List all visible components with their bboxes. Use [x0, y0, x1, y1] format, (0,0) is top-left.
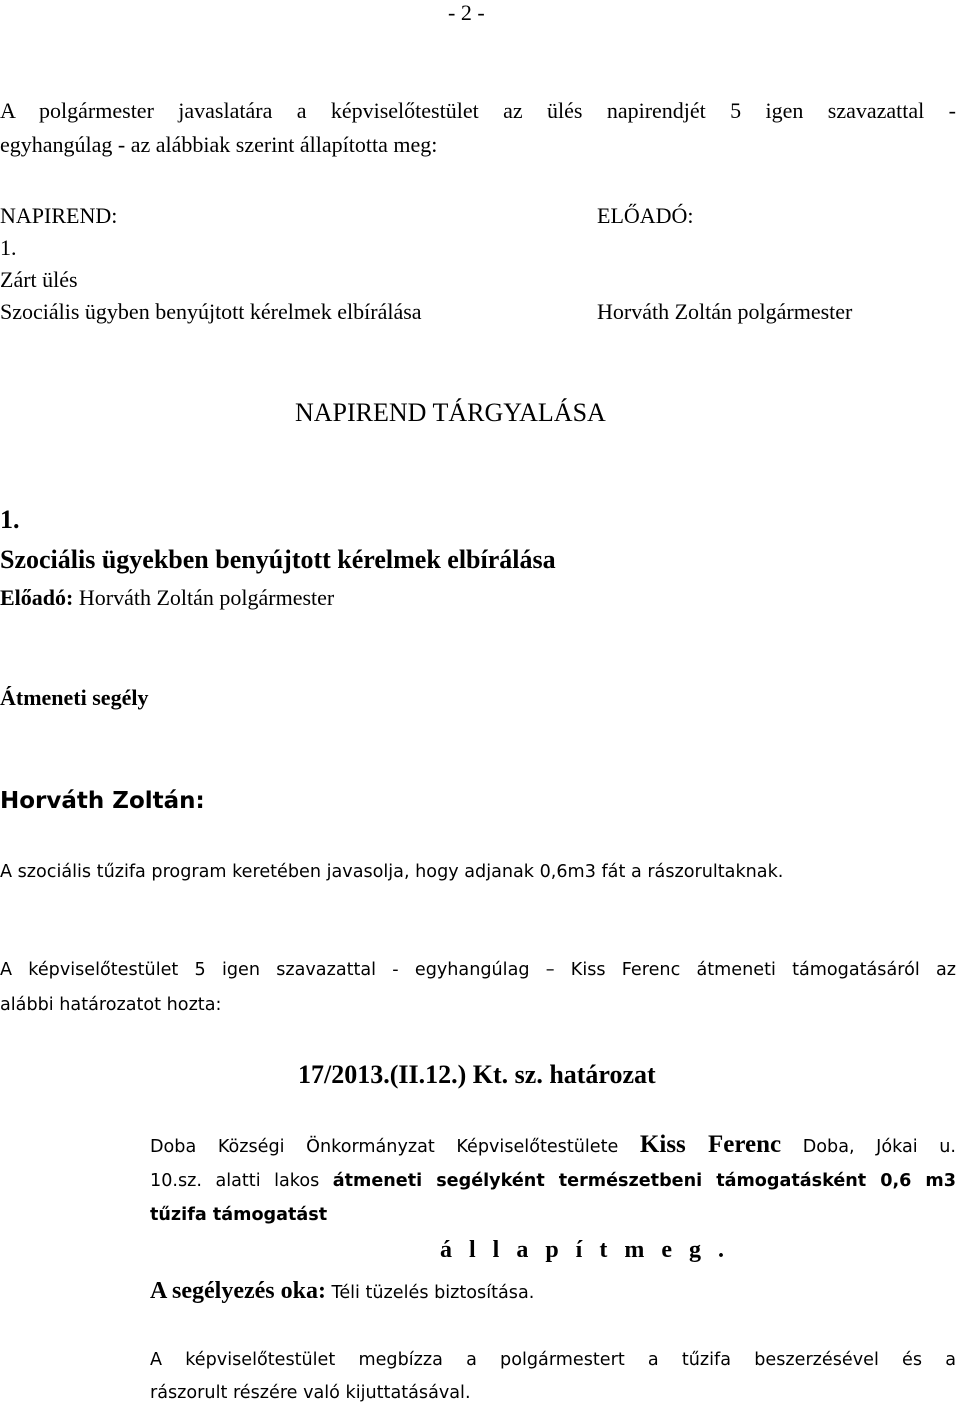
item-title: Szociális ügyekben benyújtott kérelmek elbírálása [0, 545, 556, 574]
speaker-statement: A szociális tűzifa program keretében javasolja, hogy adjanak 0,6m3 fát a rászorultaknak. [0, 862, 784, 882]
section-heading: NAPIREND TÁRGYALÁSA [295, 398, 606, 427]
item-presenter-line [0, 585, 334, 611]
resolution-body-1c: Doba, Jókai u. [781, 1137, 956, 1157]
agenda-label: NAPIREND: [0, 203, 118, 228]
resolution-body-2b: átmeneti segélyként természetbeni támogatásként 0,6 m3 [332, 1171, 956, 1191]
vote-line-2: alábbi határozatot hozta: [0, 995, 222, 1015]
page-number: - 2 - [448, 0, 485, 25]
presenter-column-label: ELŐADÓ: [597, 203, 694, 228]
agenda-item-status: Zárt ülés [0, 267, 78, 292]
speaker-name: Horváth Zoltán: [0, 788, 205, 814]
vote-line-1: A képviselőtestület 5 igen szavazattal - egyhangúlag – Kiss Ferenc átmeneti támogatásáról az [0, 960, 956, 980]
agenda-item-title: Szociális ügyben benyújtott kérelmek elbírálása [0, 299, 422, 324]
intro-line-2: egyhangúlag - az alábbiak szerint állapította meg: [0, 132, 438, 157]
item-presenter-label: Előadó: [0, 585, 74, 610]
resolution-mandate-line-1: A képviselőtestület megbízza a polgármestert a tűzifa beszerzésével és a [150, 1350, 956, 1370]
resolution-body-line-1 [150, 1132, 956, 1160]
agenda-item-number: 1. [0, 235, 17, 260]
resolution-body-2a: 10.sz. alatti lakos [150, 1171, 333, 1191]
resolution-mandate-line-2: rászorult részére való kijuttatásával. [150, 1383, 471, 1403]
resolution-body-line-3: tűzifa támogatást [150, 1205, 328, 1225]
subheading: Átmeneti segély [0, 685, 149, 710]
item-number: 1. [0, 505, 20, 534]
resolution-body-1a: Doba Községi Önkormányzat Képviselőtestülete [150, 1137, 640, 1157]
agenda-item-presenter: Horváth Zoltán polgármester [597, 299, 853, 324]
intro-line-1: A polgármester javaslatára a képviselőtestület az ülés napirendjét 5 igen szavazattal - [0, 98, 956, 123]
resolution-approve: á l l a p í t m e g . [440, 1237, 730, 1263]
resolution-title: 17/2013.(II.12.) Kt. sz. határozat [298, 1060, 656, 1089]
item-presenter-name: Horváth Zoltán polgármester [78, 585, 335, 610]
resolution-reason-label: A segélyezés oka: [150, 1278, 326, 1304]
resolution-body-line-2 [150, 1168, 956, 1194]
resolution-reason-text: Téli tüzelés biztosítása. [325, 1283, 535, 1303]
resolution-reason-line [150, 1276, 534, 1309]
resolution-beneficiary-name: Kiss Ferenc [639, 1131, 782, 1158]
